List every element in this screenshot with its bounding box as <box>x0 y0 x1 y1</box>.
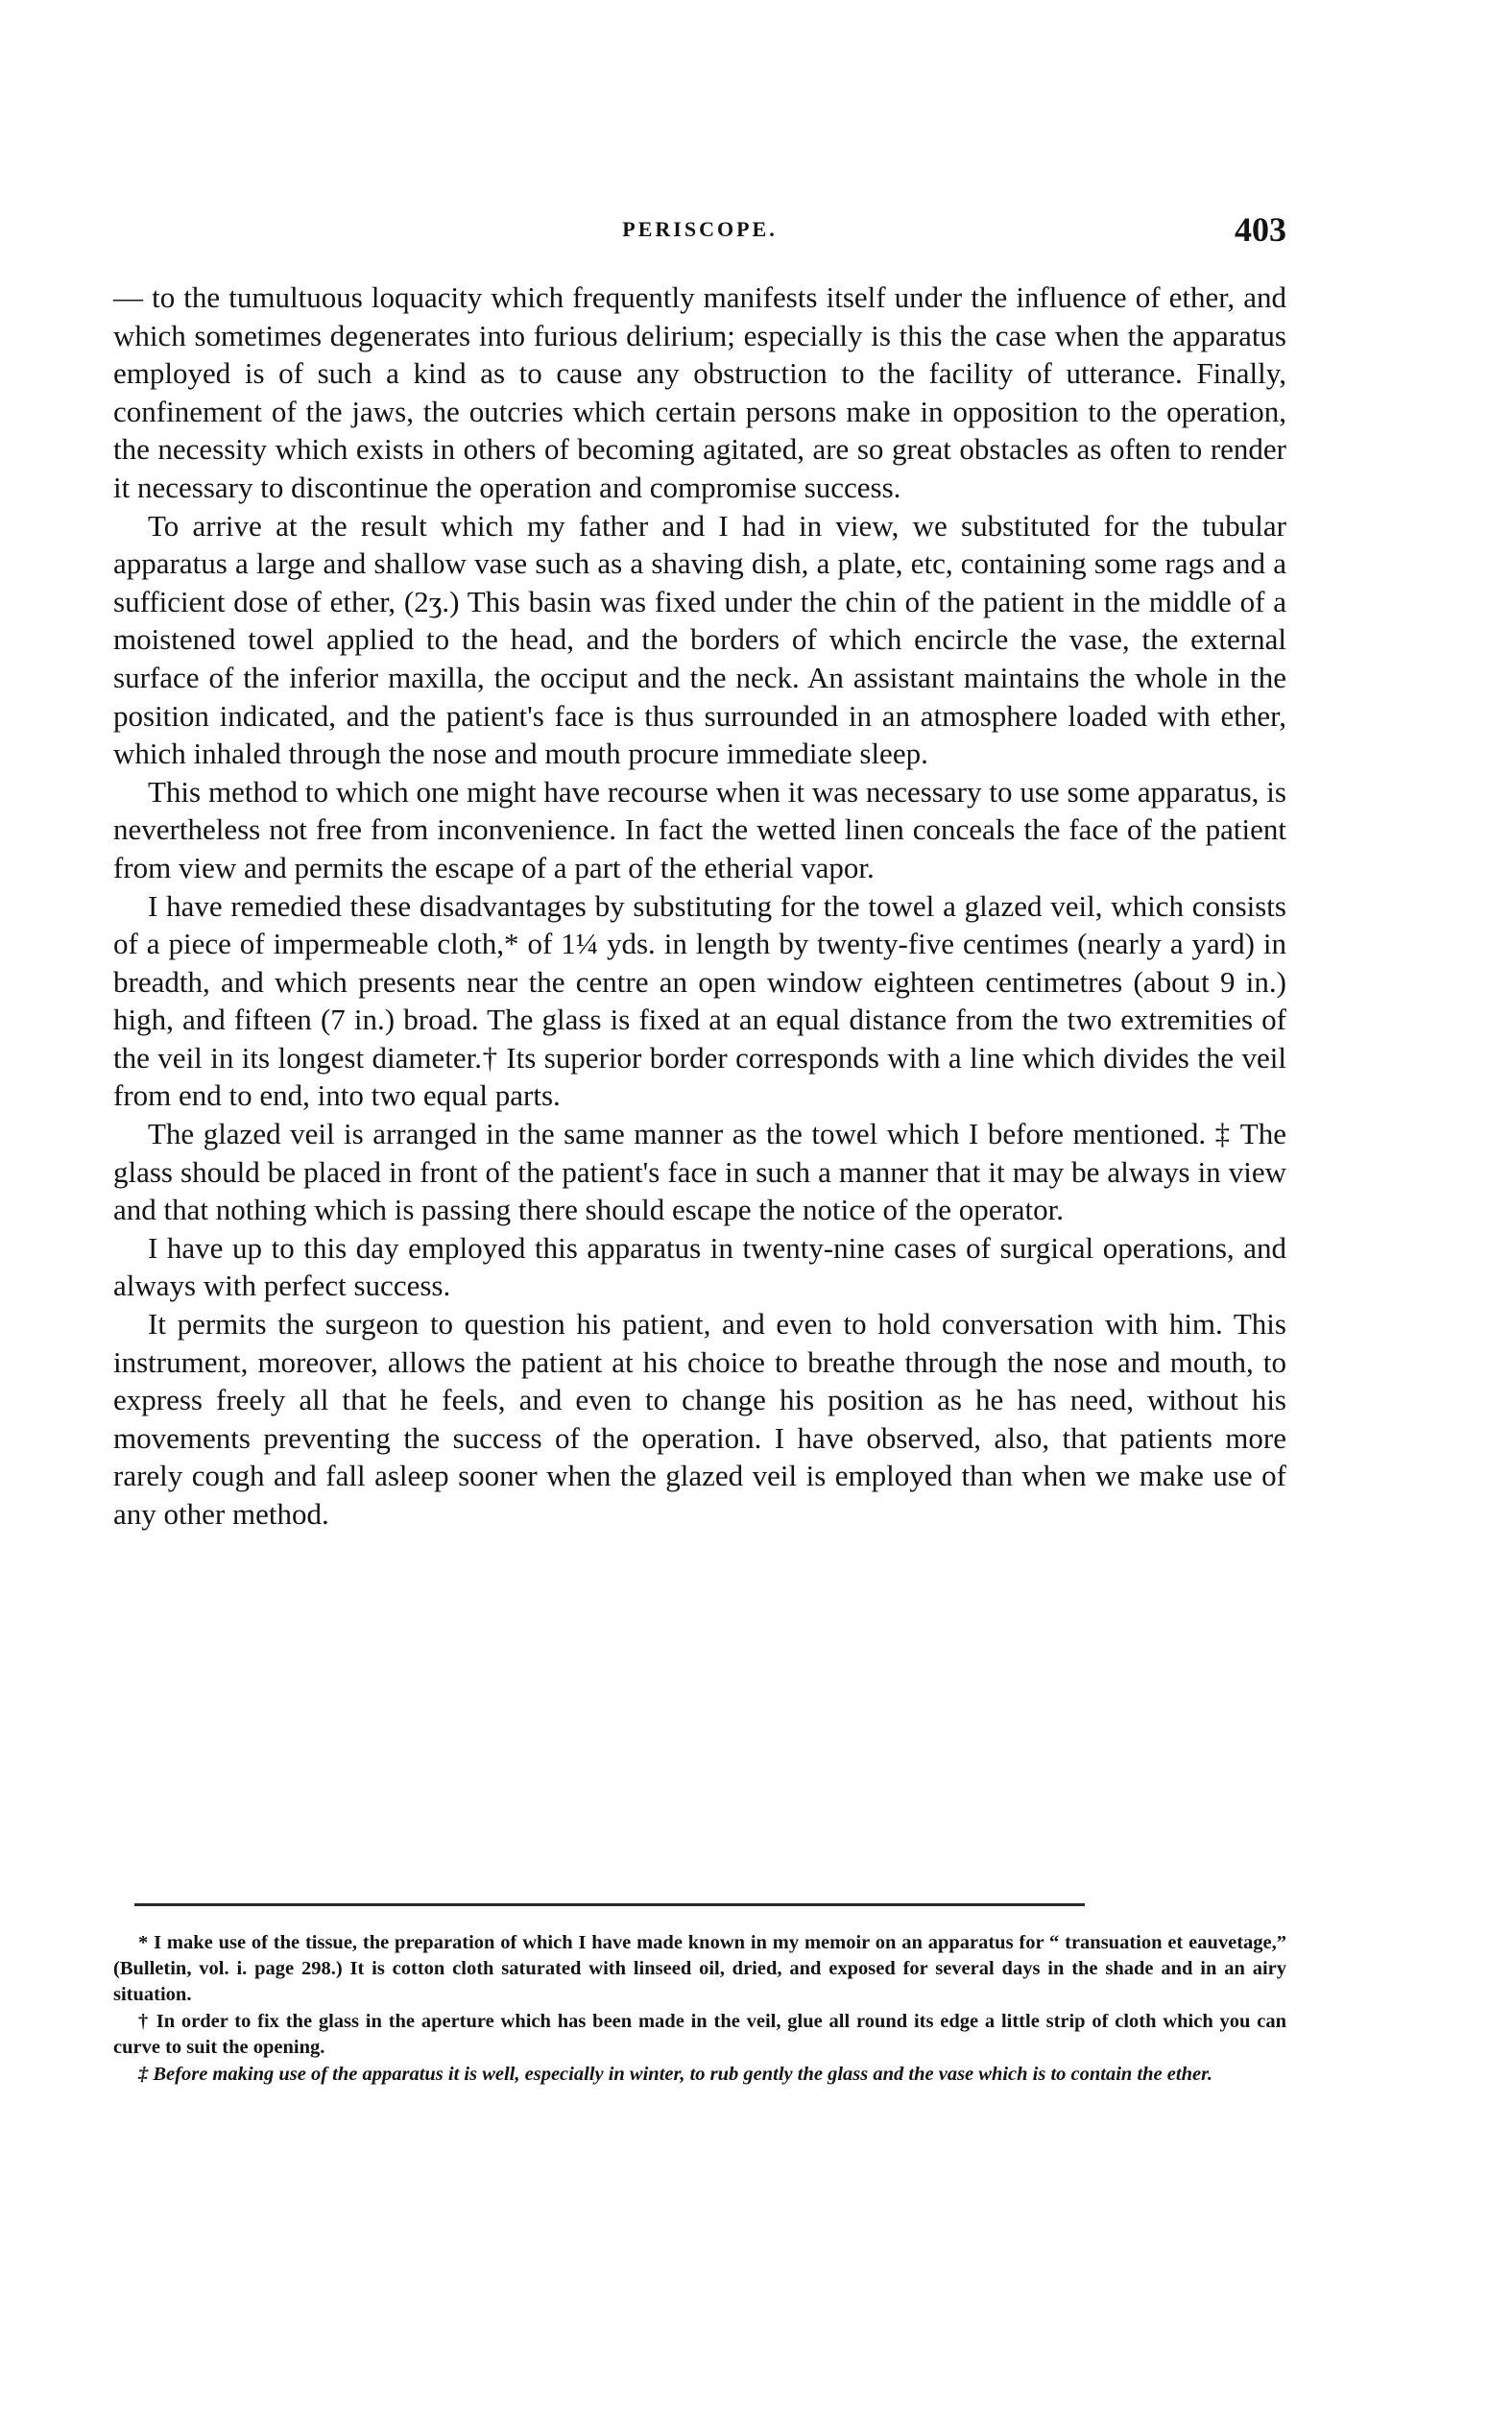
footnote-divider <box>134 1903 1085 1906</box>
paragraph: — to the tumultuous loquacity which frequently manifests itself under the influence of ether, and which sometimes degenerates into furious delirium; especially is this the case when the apparatus employed is of such a kind as to cause any obstruction to the facility of utterance. Finally, confinement of the jaws, the outcries which certain persons make in opposition to the operation, the necessity which exists in others of becoming agitated, are so great obstacles as often to render it necessary to discontinue the operation and compromise success. <box>113 280 1286 504</box>
paragraph: I have remedied these disadvantages by substituting for the towel a glazed veil, which consists of a piece of impermeable cloth,* of 1¼ yds. in length by twenty-five centimes (nearly a yard) in breadth, and which presents near the centre an open window eighteen centimetres (about 9 in.) high, and fifteen (7 in.) broad. The glass is fixed at an equal distance from the two extremities of the veil in its longest diameter.† Its superior border corresponds with a line which divides the veil from end to end, into two equal parts. <box>113 888 1286 1113</box>
body-text <box>113 278 1286 1534</box>
running-title: PERISCOPE. <box>622 217 778 241</box>
footnote: † In order to fix the glass in the aperture which has been made in the veil, glue all round its edge a little strip of cloth which you can curve to suit the opening. <box>113 2011 1286 2058</box>
paragraph: I have up to this day employed this apparatus in twenty-nine cases of surgical operations, and always with perfect success. <box>113 1230 1286 1303</box>
paragraph: This method to which one might have recourse when it was necessary to use some apparatus, is nevertheless not free from inconvenience. In fact the wetted linen conceals the face of the patient from view and permits the escape of a part of the etherial vapor. <box>113 774 1286 884</box>
running-head <box>113 210 1286 252</box>
footnote: * I make use of the tissue, the preparation of which I have made known in my memoir on an apparatus for “ transuation et eauvetage,” (Bulletin, vol. i. page 298.) It is cotton cloth saturated with linseed oil, dried, and exposed for several days in the shade and in an airy situation. <box>113 1932 1286 2005</box>
footnote: ‡ Before making use of the apparatus it is well, especially in winter, to rub gently the glass and the vase which is to contain the ether. <box>138 2064 1213 2085</box>
paragraph: To arrive at the result which my father and I had in view, we substituted for the tubular apparatus a large and shallow vase such as a shaving dish, a plate, etc, containing some rags and a sufficient dose of ether, (2ʒ.) This basin was fixed under the chin of the patient in the middle of a moistened towel applied to the head, and the borders of which encircle the vase, the external surface of the inferior maxilla, the occiput and the neck. An assistant maintains the whole in the position indicated, and the patient's face is thus surrounded in an atmosphere loaded with ether, which inhaled through the nose and mouth procure immediate sleep. <box>113 508 1286 771</box>
paragraph: The glazed veil is arranged in the same manner as the towel which I before mentioned. ‡ The glass should be placed in front of the patient's face in such a manner that it may be always in view and that nothing which is passing there should escape the notice of the operator. <box>113 1117 1286 1227</box>
paragraph: It permits the surgeon to question his patient, and even to hold conversation with him. This instrument, moreover, allows the patient at his choice to breathe through the nose and mouth, to express freely all that he feels, and even to change his position as he has need, without his movements preventing the success of the operation. I have observed, also, that patients more rarely cough and fall asleep sooner when the glazed veil is employed than when we make use of any other method. <box>113 1307 1286 1531</box>
footnotes <box>113 1930 1286 2089</box>
page-number: 403 <box>1235 210 1286 249</box>
